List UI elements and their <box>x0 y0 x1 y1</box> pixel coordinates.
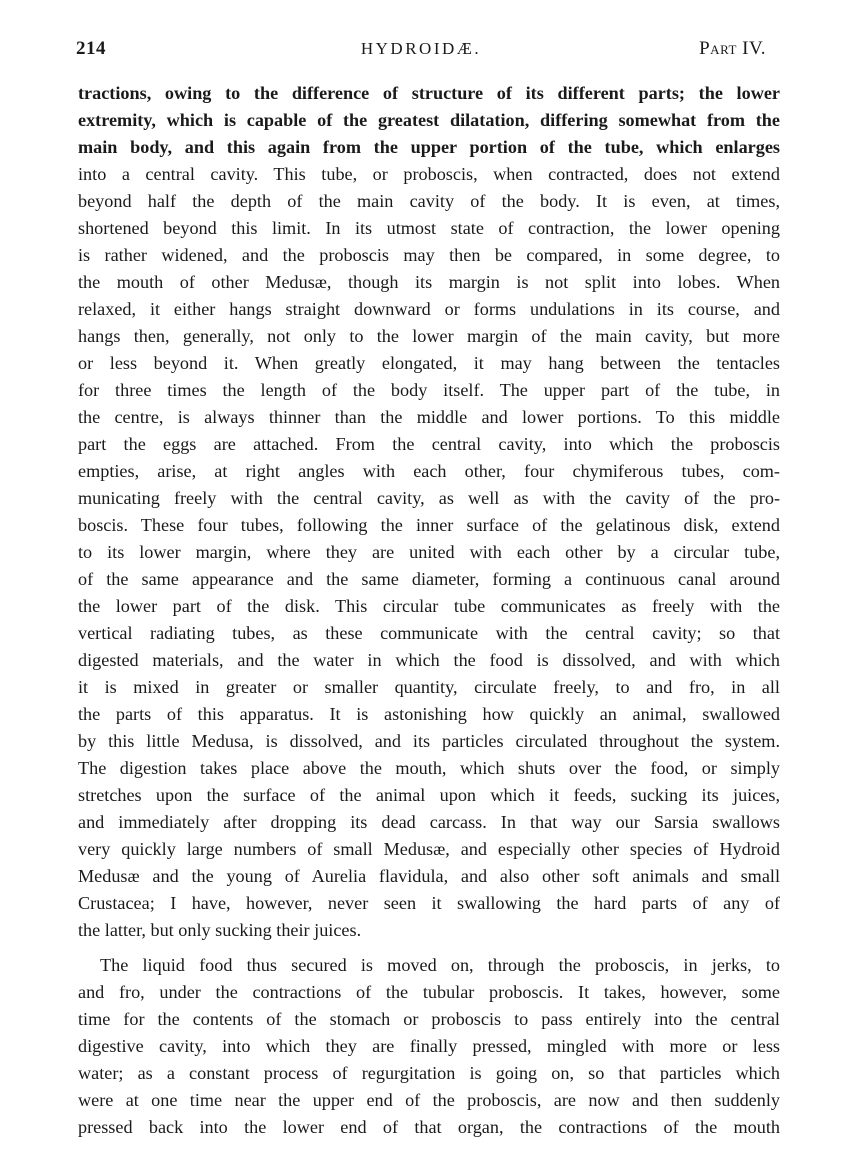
paragraph-spacer <box>78 944 780 952</box>
text-line: time for the contents of the stomach or proboscis to pass entirely into the central <box>78 1009 780 1029</box>
text-line: digested materials, and the water in which the food is dissolved, and with which <box>78 650 780 670</box>
text-line: relaxed, it either hangs straight downward or forms undulations in its course, and <box>78 299 780 319</box>
text-line: for three times the length of the body itself. The upper part of the tube, in <box>78 380 780 400</box>
text-line: it is mixed in greater or smaller quantity, circulate freely, to and fro, in all <box>78 677 780 697</box>
text-line: digestive cavity, into which they are finally pressed, mingled with more or less <box>78 1036 780 1056</box>
body-text <box>78 80 780 1141</box>
text-line: to its lower margin, where they are united with each other by a circular tube, <box>78 542 780 562</box>
text-line: the lower part of the disk. This circular tube communicates as freely with the <box>78 596 780 616</box>
text-line: The digestion takes place above the mouth, which shuts over the food, or simply <box>78 758 780 778</box>
text-line: were at one time near the upper end of the proboscis, are now and then suddenly <box>78 1090 780 1110</box>
text-line: Crustacea; I have, however, never seen it swallowing the hard parts of any of <box>78 893 780 913</box>
text-line: Medusæ and the young of Aurelia flavidula, and also other soft animals and small <box>78 866 780 886</box>
part-label: Part IV. <box>699 38 766 59</box>
page-number: 214 <box>76 38 106 59</box>
text-line: pressed back into the lower end of that organ, the contractions of the mouth <box>78 1117 780 1137</box>
text-line: part the eggs are attached. From the central cavity, into which the proboscis <box>78 434 780 454</box>
text-line: the centre, is always thinner than the middle and lower portions. To this middle <box>78 407 780 427</box>
text-line: is rather widened, and the proboscis may then be compared, in some degree, to <box>78 245 780 265</box>
text-line: stretches upon the surface of the animal upon which it feeds, sucking its juices, <box>78 785 780 805</box>
text-line: into a central cavity. This tube, or proboscis, when contracted, does not extend <box>78 164 780 184</box>
text-line: the mouth of other Medusæ, though its margin is not split into lobes. When <box>78 272 780 292</box>
text-line: very quickly large numbers of small Medusæ, and especially other species of Hydroid <box>78 839 780 859</box>
paragraph-1 <box>78 80 780 944</box>
text-line: beyond half the depth of the main cavity of the body. It is even, at times, <box>78 191 780 211</box>
text-line: hangs then, generally, not only to the lower margin of the main cavity, but more <box>78 326 780 346</box>
text-line: or less beyond it. When greatly elongated, it may hang between the tentacles <box>78 353 780 373</box>
text-line: vertical radiating tubes, as these communicate with the central cavity; so that <box>78 623 780 643</box>
text-line: municating freely with the central cavity, as well as with the cavity of the pro- <box>78 488 780 508</box>
paragraph-2 <box>78 952 780 1141</box>
text-line: extremity, which is capable of the greatest dilatation, differing somewhat from the <box>78 110 780 130</box>
text-line: shortened beyond this limit. In its utmost state of contraction, the lower opening <box>78 218 780 238</box>
text-line: empties, arise, at right angles with each other, four chymiferous tubes, com- <box>78 461 780 481</box>
text-line: water; as a constant process of regurgitation is going on, so that particles which <box>78 1063 780 1083</box>
text-line: The liquid food thus secured is moved on, through the proboscis, in jerks, to <box>100 955 780 975</box>
running-header <box>76 36 766 62</box>
text-line: by this little Medusa, is dissolved, and its particles circulated throughout the system. <box>78 731 780 751</box>
running-title: HYDROIDÆ. <box>360 39 482 58</box>
text-line: the parts of this apparatus. It is astonishing how quickly an animal, swallowed <box>78 704 780 724</box>
text-line: and fro, under the contractions of the tubular proboscis. It takes, however, some <box>78 982 780 1002</box>
text-line: main body, and this again from the upper portion of the tube, which enlarges <box>78 137 780 157</box>
text-line: and immediately after dropping its dead carcass. In that way our Sarsia swallows <box>78 812 780 832</box>
text-line: tractions, owing to the difference of structure of its different parts; the lower <box>78 83 780 103</box>
text-line: boscis. These four tubes, following the inner surface of the gelatinous disk, extend <box>78 515 780 535</box>
text-line: the latter, but only sucking their juices. <box>78 920 362 940</box>
text-line: of the same appearance and the same diameter, forming a continuous canal around <box>78 569 780 589</box>
